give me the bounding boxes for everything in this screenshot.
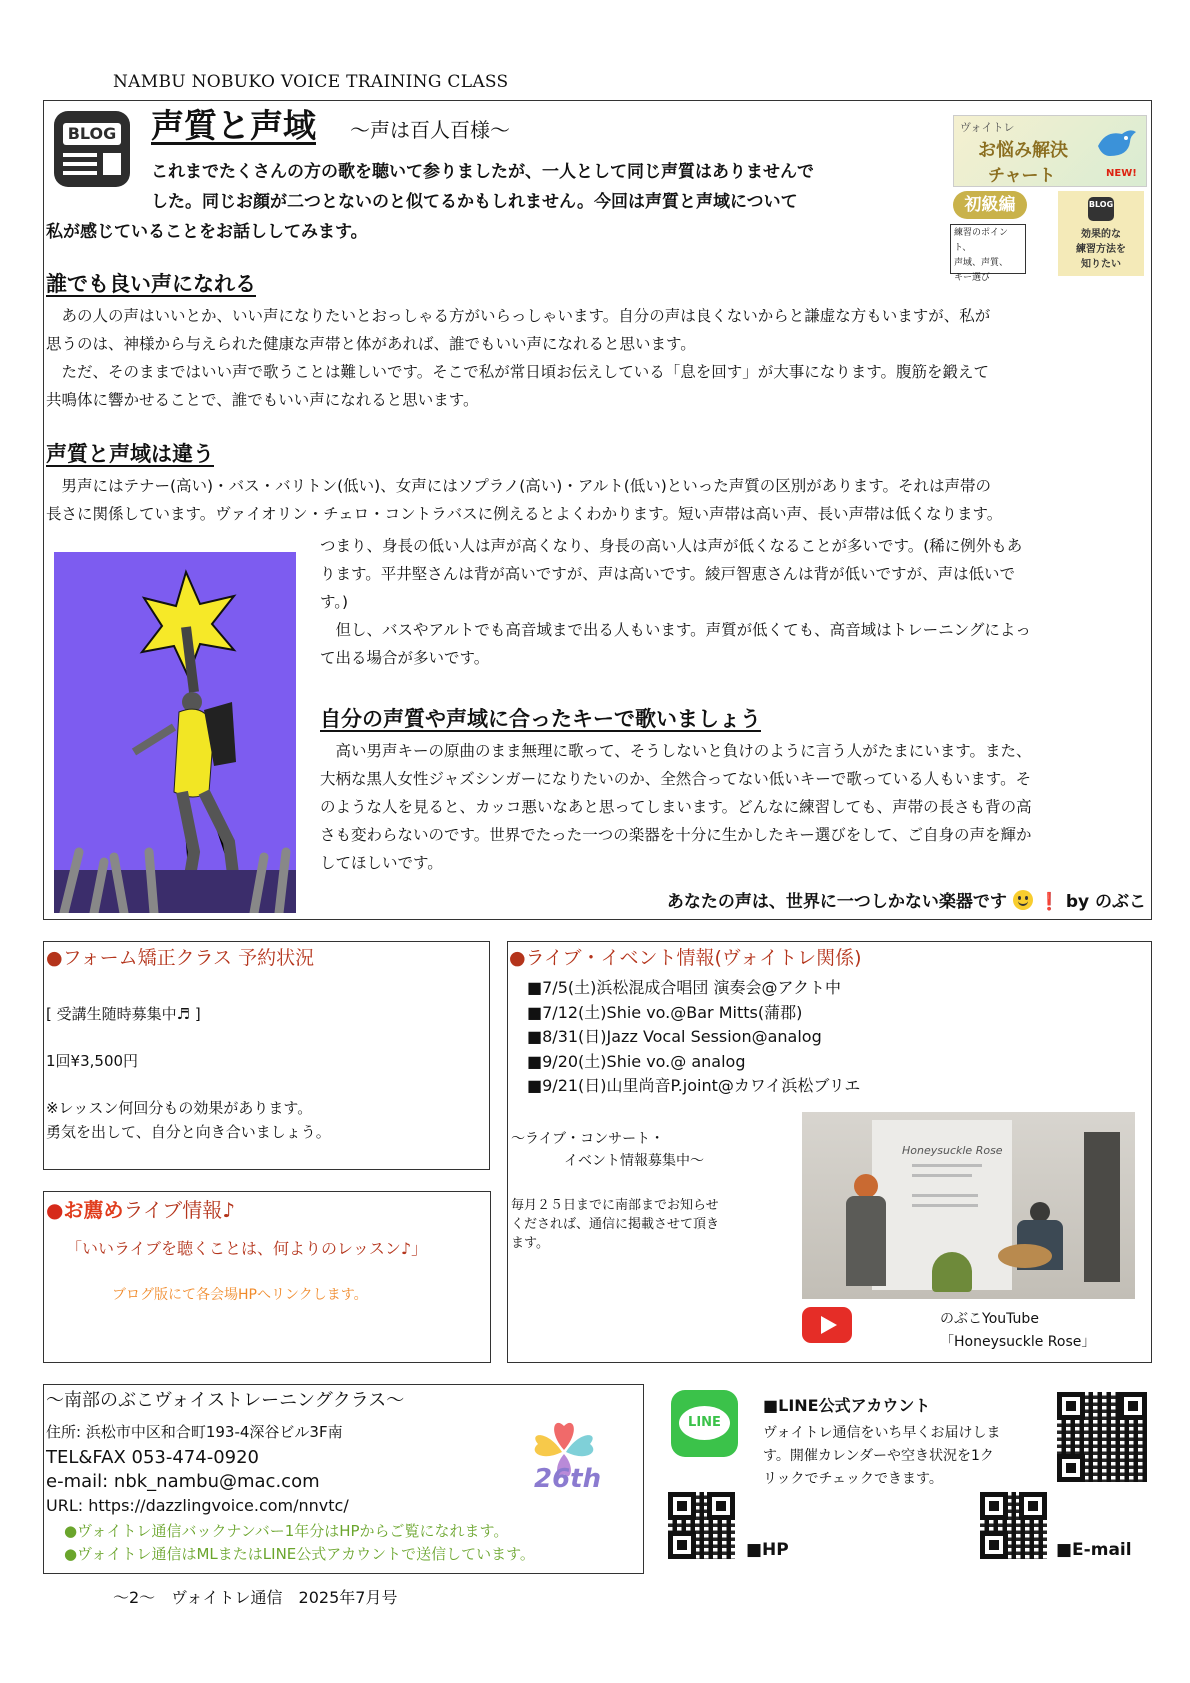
youtube-label: のぶこYouTube (940, 1311, 1039, 1327)
live-event-item[interactable]: ■9/20(土)Shie vo.@ analog (527, 1051, 746, 1071)
closing-line (667, 887, 1146, 912)
blog-card-line: 練習方法を (1076, 244, 1126, 255)
live-event-item[interactable]: ■7/5(土)浜松混成合唱団 演奏会@アクト中 (527, 978, 841, 997)
live-recruit-2: イベント情報募集中〜 (564, 1153, 704, 1169)
line-desc-line: リックでチェックできます。 (763, 1471, 943, 1487)
page-footer: 〜2〜 ヴォイトレ通信 2025年7月号 (113, 1588, 398, 1607)
singer-illustration (54, 552, 296, 913)
smile-icon (1013, 890, 1033, 910)
blog-card-line: 効果的な (1081, 229, 1121, 240)
intro-line-2: した。同じお顔が二つとないのと似てるかもしれません。今回は声質と声域について (151, 192, 798, 212)
beginner-badge: 初級編 (953, 191, 1027, 219)
article-title: 声質と声域 (151, 106, 316, 145)
address: 住所: 浜松市中区和合町193-4深谷ビル3F南 (46, 1423, 343, 1441)
paragraph-line: ります。平井堅さんは背が高いですが、声は高いです。綾戸智恵さんは背が低いですが、声は低いで (320, 565, 1016, 583)
line-title: ■LINE公式アカウント (763, 1396, 931, 1415)
email-address[interactable]: e-mail: nbk_nambu@mac.com (46, 1471, 320, 1492)
note-line: キー選び (954, 273, 991, 283)
banner-title-1: お悩み解決 (978, 140, 1068, 161)
youtube-song[interactable]: 「Honeysuckle Rose」 (940, 1334, 1096, 1350)
anniversary-text: 26th (534, 1464, 602, 1494)
intro-line-3: 私が感じていることをお話ししてみます。 (46, 222, 368, 242)
recommend-heading (46, 1194, 235, 1223)
form-class-heading: ●フォーム矯正クラス 予約状況 (46, 947, 315, 969)
note-line: 声域、声質、 (954, 258, 1009, 268)
recommend-bullet: ● (46, 1198, 64, 1222)
paragraph-line: してほしいです。 (320, 854, 443, 872)
live-heading: ●ライブ・イベント情報(ヴォイトレ関係) (509, 947, 862, 969)
paragraph-line: 共鳴体に響かせることで、誰でもいい声になれると思います。 (46, 391, 479, 409)
paragraph-line: 但し、バスやアルトでも高音域まで出る人もいます。声質が低くても、高音域はトレーニングによっ (320, 621, 1031, 639)
section-3-heading: 自分の声質や声域に合ったキーで歌いましょう (320, 707, 761, 731)
paragraph-line: 長さに関係しています。ヴァイオリン・チェロ・コントラバスに例えるとよくわかります。短い声帯は高い声、長い声帯は低くなります。 (46, 505, 1003, 523)
email-label: ■E-mail (1056, 1540, 1132, 1560)
paragraph-line: つまり、身長の低い人は声が高くなり、身長の高い人は声が低くなることが多いです。(稀に例外もあ (320, 537, 1023, 555)
line-desc-line: す。開催カレンダーや空き状況を1ク (763, 1448, 994, 1464)
website-url[interactable]: URL: https://dazzlingvoice.com/nnvtc/ (46, 1496, 349, 1515)
line-desc-line: ヴォイトレ通信をいち早くお届けしま (763, 1425, 1001, 1441)
paragraph-line: ただ、そのままではいい声で歌うことは難しいです。そこで私が常日頃お伝えしている「息を回す」が大事になります。腹筋を鍛えて (46, 363, 990, 381)
section-3-body (320, 737, 1150, 877)
footer-note-1: ●ヴォイトレ通信バックナンバー1年分はHPからご覧になれます。 (64, 1522, 509, 1540)
banner-label-small: ヴォイトレ (960, 121, 1015, 134)
form-class-note-1: ※レッスン何回分もの効果があります。 (46, 1099, 313, 1117)
paragraph-line: 高い男声キーの原曲のまま無理に歌って、そうしないと負けのように言う人がたまにいます。また、 (320, 742, 1032, 760)
banner-title-2: チャート (988, 166, 1056, 186)
line-description (763, 1422, 1000, 1491)
worry-chart-banner[interactable] (953, 115, 1147, 187)
paragraph-line: 男声にはテナー(高い)・バス・バリトン(低い)、女声にはソプラノ(高い)・アルト(低い)といった声質の区別があります。それは声帯の (46, 477, 992, 495)
email-qr-code[interactable] (980, 1492, 1047, 1559)
video-banner-title: Honeysuckle Rose (902, 1144, 1003, 1157)
exclamation-icon: ❗ (1038, 892, 1060, 912)
hp-qr-code[interactable] (668, 1492, 735, 1559)
class-title: 〜南部のぶこヴォイストレーニングクラス〜 (46, 1390, 405, 1411)
live-event-item[interactable]: ■8/31(日)Jazz Vocal Session@analog (527, 1027, 822, 1046)
live-event-item[interactable]: ■7/12(土)Shie vo.@Bar Mitts(蒲郡) (527, 1002, 803, 1022)
youtube-icon[interactable] (802, 1307, 852, 1343)
form-class-note-2: 勇気を出して、自分と向き合いましょう。 (46, 1123, 331, 1141)
paragraph-line: のような人を見ると、カッコ悪いなあと思ってしまいます。どんなに練習しても、声帯の長さも背の高 (320, 798, 1032, 816)
paragraph-line: あの人の声はいいとか、いい声になりたいとおっしゃる方がいらっしゃいます。自分の声は良くないからと謙虚な方もいますが、私が (46, 307, 991, 325)
notice-line: くだされば、通信に掲載させて頂き (511, 1217, 720, 1232)
closing-author: by のぶこ (1065, 892, 1146, 912)
live-events-list (527, 976, 860, 1099)
hp-label: ■HP (746, 1540, 789, 1560)
closing-text: あなたの声は、世界に一つしかない楽器です (666, 892, 1007, 912)
section-2-heading: 声質と声域は違う (46, 442, 214, 466)
section-1-heading: 誰でも良い声になれる (46, 272, 256, 296)
blog-practice-card[interactable] (1058, 191, 1144, 276)
blog-card-line: 知りたい (1081, 259, 1121, 270)
newsletter-header: NAMBU NOBUKO VOICE TRAINING CLASS (113, 72, 509, 92)
note-line: 練習のポイント、 (954, 228, 1009, 253)
live-notice (511, 1196, 719, 1253)
live-recruit-1: 〜ライブ・コンサート・ (511, 1131, 665, 1147)
recommend-heading-bold: お薦め (63, 1198, 124, 1222)
paragraph-line: さも変わらないのです。世界でたった一つの楽器を十分に生かしたキー選びをして、ご自身の声を輝か (320, 826, 1032, 844)
article-subtitle: 〜声は百人百様〜 (350, 118, 510, 142)
section-2-body (46, 472, 1156, 528)
recommend-heading-rest: ライブ情報♪ (123, 1198, 236, 1222)
youtube-video-thumbnail[interactable] (802, 1112, 1135, 1299)
live-event-item[interactable]: ■9/21(日)山里尚音P.joint@カワイ浜松ブリエ (527, 1076, 861, 1095)
paragraph-line: 思うのは、神様から与えられた健康な声帯と体があれば、誰でもいい声になれると思います。 (46, 335, 696, 353)
anniversary-logo (518, 1402, 610, 1502)
paragraph-line: て出る場合が多いです。 (320, 649, 490, 667)
form-class-price: 1回¥3,500円 (46, 1052, 139, 1070)
bird-icon (1092, 124, 1140, 164)
paragraph-line: す。) (320, 593, 349, 611)
line-icon[interactable] (671, 1390, 738, 1457)
form-class-recruit: [ 受講生随時募集中♬ ] (46, 1005, 201, 1023)
tel-fax: TEL&FAX 053-474-0920 (46, 1447, 260, 1468)
blog-icon-label: BLOG (63, 123, 121, 145)
footer-note-2: ●ヴォイトレ通信はMLまたはLINE公式アカウントで送信しています。 (64, 1545, 535, 1563)
notice-line: 毎月２５日までに南部までお知らせ (511, 1198, 719, 1213)
recommend-link-note[interactable]: ブログ版にて各会場HPへリンクします。 (112, 1287, 368, 1303)
section-1-body (46, 302, 1156, 414)
notice-line: ます。 (511, 1236, 549, 1251)
line-qr-code[interactable] (1057, 1392, 1147, 1482)
section-2-side-body (320, 532, 1150, 672)
new-badge: NEW! (1106, 168, 1137, 179)
blog-icon (54, 111, 130, 187)
small-blog-icon: BLOG (1088, 197, 1114, 221)
practice-point-note (950, 224, 1026, 283)
line-icon-text: LINE (679, 1406, 730, 1440)
intro-line-1: これまでたくさんの方の歌を聴いて参りましたが、一人として同じ声質はありませんで (151, 162, 814, 182)
recommend-quote: 「いいライブを聴くことは、何よりのレッスン♪」 (66, 1239, 428, 1258)
paragraph-line: 大柄な黒人女性ジャズシンガーになりたいのか、全然合ってない低いキーで歌っている人もいます。そ (320, 770, 1032, 788)
